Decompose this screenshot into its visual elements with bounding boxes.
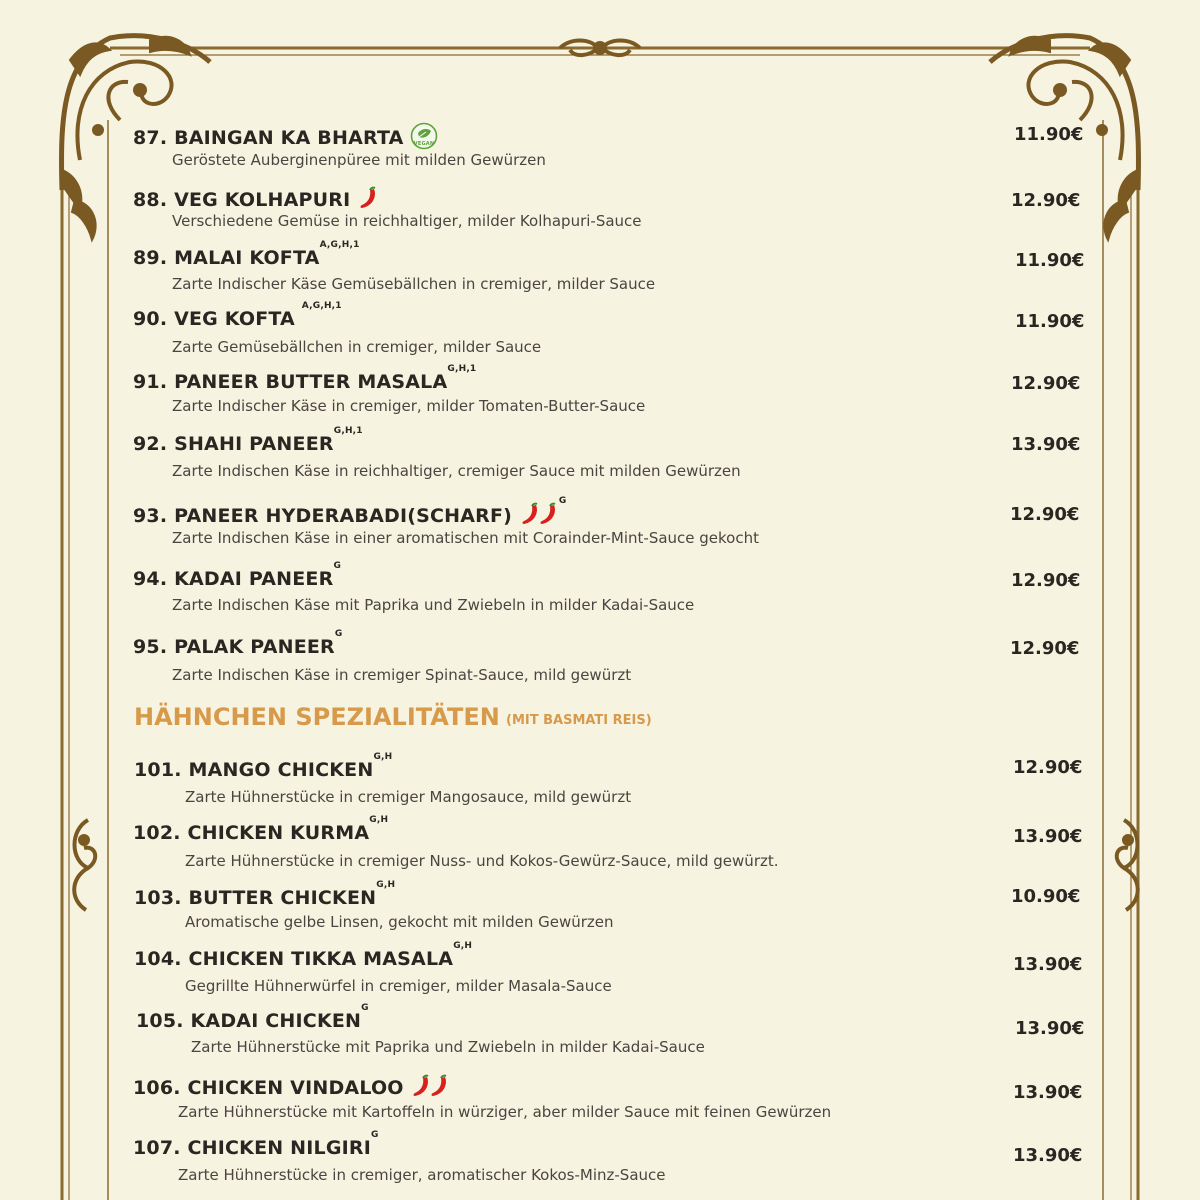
item-name: 89. MALAI $KOFTA^{A,G,H,1}$ xyxy=(133,239,360,269)
allergen-codes: G xyxy=(333,560,342,571)
item-description: Zarte Hühnerstücke mit Paprika und Zwiebeln in milder Kadai-Sauce xyxy=(191,1038,705,1056)
item-name: 92. SHAHI $PANEER^{G,H,1}$ xyxy=(133,425,363,455)
item-name: 101. MANGO $CHICKEN^{G,H}$ xyxy=(134,751,393,781)
section-subtitle: (MIT BASMATI REIS) xyxy=(506,713,652,728)
allergen-codes: G xyxy=(334,628,343,639)
item-description: Aromatische gelbe Linsen, gekocht mit milden Gewürzen xyxy=(185,913,614,931)
item-name: 107. CHICKEN $NILGIRI^G$ xyxy=(133,1129,379,1159)
chili-icon xyxy=(357,186,379,215)
item-description: Zarte Indischer Käse in cremiger, milder Tomaten-Butter-Sauce xyxy=(172,397,646,415)
item-name: 104. CHICKEN TIKKA $MASALA^{G,H}$ xyxy=(134,940,473,970)
allergen-codes: G xyxy=(558,495,567,506)
chili-icon xyxy=(410,1074,450,1103)
item-price: 13.90€ xyxy=(1011,434,1081,455)
item-price: 13.90€ xyxy=(1013,954,1083,975)
item-name: 103. BUTTER $CHICKEN^{G,H}$ xyxy=(134,879,396,909)
item-name: 91. PANEER BUTTER $MASALA^{G,H,1}$ xyxy=(133,363,477,393)
item-name: 87. BAINGAN KA BHARTA VEGAN xyxy=(133,122,438,155)
item-price: 11.90€ xyxy=(1014,124,1084,145)
allergen-codes: G,H xyxy=(373,751,393,762)
svg-text:VEGAN: VEGAN xyxy=(414,141,435,147)
allergen-codes: G xyxy=(371,1129,379,1140)
allergen-codes: G xyxy=(361,1002,369,1013)
top-center-ornament xyxy=(560,41,640,56)
item-name: 88. VEG KOLHAPURI xyxy=(133,186,379,215)
item-price: 11.90€ xyxy=(1015,311,1085,332)
item-name: 106. CHICKEN VINDALOO xyxy=(133,1074,450,1103)
item-price: 12.90€ xyxy=(1011,190,1081,211)
item-description: Verschiedene Gemüse in reichhaltiger, milder Kolhapuri-Sauce xyxy=(172,212,642,230)
right-side-ornament xyxy=(1117,820,1138,910)
item-description: Zarte Indischen Käse in cremiger Spinat-Sauce, mild gewürzt xyxy=(172,666,632,684)
item-name: 102. CHICKEN $KURMA^{G,H}$ xyxy=(133,814,389,844)
allergen-codes: G,H xyxy=(376,879,396,890)
item-name: 93. PANEER HYDERABADI(SCHARF) $^G$ xyxy=(133,502,566,531)
item-description: Zarte Indischen Käse mit Paprika und Zwiebeln in milder Kadai-Sauce xyxy=(172,596,695,614)
allergen-codes: G,H xyxy=(369,814,389,825)
item-name: 95. PALAK $PANEER^G$ xyxy=(133,628,343,658)
item-price: 11.90€ xyxy=(1015,250,1085,271)
section-title: HÄHNCHEN SPEZIALITÄTEN xyxy=(134,703,500,731)
item-description: Zarte Hühnerstücke in cremiger Mangosauce, mild gewürzt xyxy=(185,788,632,806)
allergen-codes: A,G,H,1 xyxy=(319,239,360,250)
item-description: Zarte Indischer Käse Gemüsebällchen in cremiger, milder Sauce xyxy=(172,275,656,293)
item-price: 12.90€ xyxy=(1013,757,1083,778)
item-price: 12.90€ xyxy=(1011,373,1081,394)
item-price: 13.90€ xyxy=(1013,1082,1083,1103)
item-description: Zarte Indischen Käse in einer aromatischen mit Corainder-Mint-Sauce gekocht xyxy=(172,529,759,547)
item-price: 12.90€ xyxy=(1011,570,1081,591)
left-side-ornament xyxy=(74,820,95,910)
item-price: 12.90€ xyxy=(1010,504,1080,525)
item-description: Zarte Hühnerstücke mit Kartoffeln in würziger, aber milder Sauce mit feinen Gewürzen xyxy=(178,1103,832,1121)
allergen-codes: G,H,1 xyxy=(447,363,477,374)
item-description: Zarte Hühnerstücke in cremiger, aromatischer Kokos-Minz-Sauce xyxy=(178,1166,666,1184)
chili-icon xyxy=(519,502,559,531)
item-description: Geröstete Auberginenpüree mit milden Gewürzen xyxy=(172,151,546,169)
item-price: 10.90€ xyxy=(1011,886,1081,907)
item-description: Zarte Gemüsebällchen in cremiger, milder Sauce xyxy=(172,338,542,356)
item-description: Gegrillte Hühnerwürfel in cremiger, milder Masala-Sauce xyxy=(185,977,612,995)
item-name: 105. KADAI $CHICKEN^G$ xyxy=(136,1002,369,1032)
item-description: Zarte Indischen Käse in reichhaltiger, cremiger Sauce mit milden Gewürzen xyxy=(172,462,741,480)
item-price: 12.90€ xyxy=(1010,638,1080,659)
item-price: 13.90€ xyxy=(1013,826,1083,847)
allergen-codes: A,G,H,1 xyxy=(301,300,342,311)
item-description: Zarte Hühnerstücke in cremiger Nuss- und Kokos-Gewürz-Sauce, mild gewürzt. xyxy=(185,852,779,870)
item-name: 90. VEG KOFTA $^{A,G,H,1}$ xyxy=(133,300,342,330)
allergen-codes: G,H xyxy=(453,940,473,951)
item-price: 13.90€ xyxy=(1015,1018,1085,1039)
item-name: 94. KADAI $PANEER^G$ xyxy=(133,560,342,590)
allergen-codes: G,H,1 xyxy=(333,425,363,436)
item-price: 13.90€ xyxy=(1013,1145,1083,1166)
